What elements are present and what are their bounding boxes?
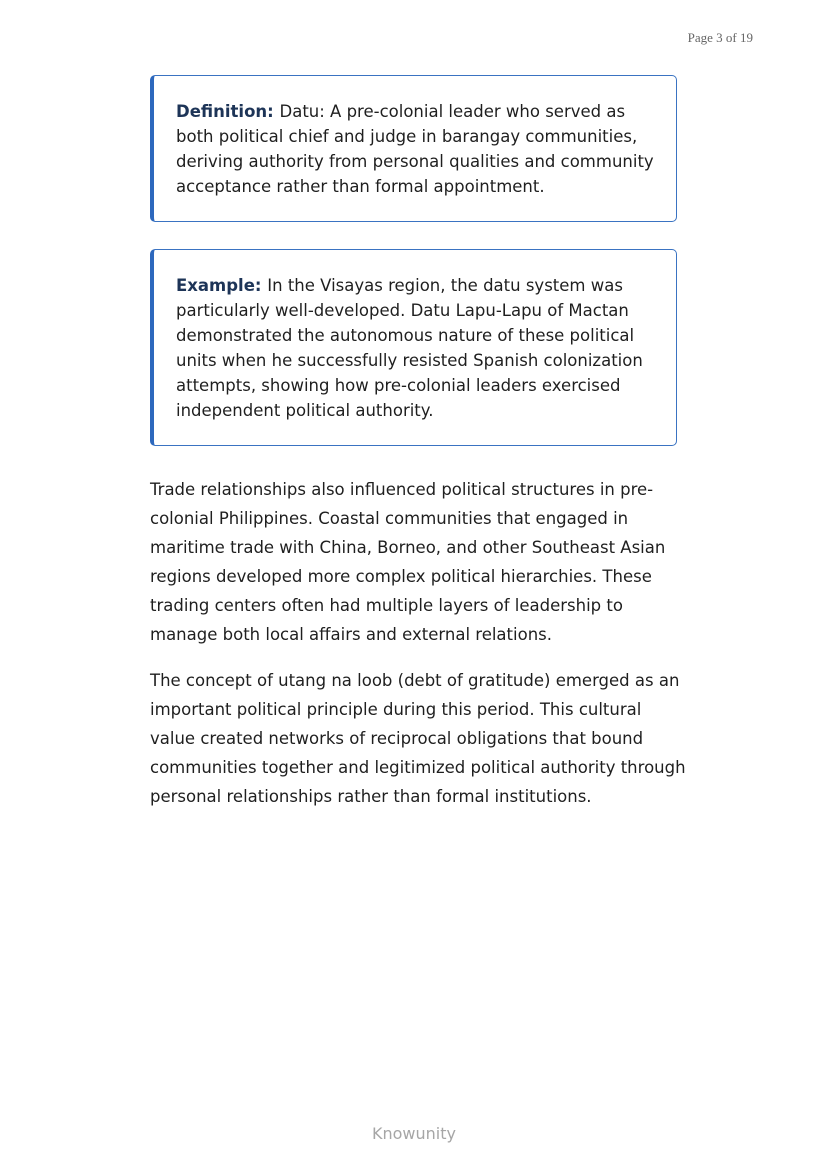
example-label: Example: — [176, 276, 268, 295]
definition-label: Definition: — [176, 102, 280, 121]
example-callout — [150, 249, 677, 446]
definition-callout — [150, 75, 677, 222]
definition-text: Datu: A pre-colonial leader who served as both political chief and judge in barangay communities, deriving authority from personal qualities and community acceptance rather than formal appointment. — [176, 102, 654, 196]
body-paragraph-trade: Trade relationships also influenced political structures in pre-colonial Philippines. Coastal communities that engaged in maritime trade with China, Borneo, and other Southeast Asian regions developed more complex political hierarchies. These trading centers often had multiple layers of leadership to manage both local affairs and external relations. — [150, 480, 666, 644]
footer-brand: Knowunity — [372, 1124, 456, 1143]
page-number: Page 3 of 19 — [687, 30, 753, 45]
body-paragraph-utang-na-loob: The concept of utang na loob (debt of gratitude) emerged as an important political principle during this period. This cultural value created networks of reciprocal obligations that bound communities together and legitimized political authority through personal relationships rather than formal institutions. — [150, 671, 686, 806]
example-text: In the Visayas region, the datu system was particularly well-developed. Datu Lapu-Lapu of Mactan demonstrated the autonomous nature of these political units when he successfully resisted Spanish colonization attempts, showing how pre-colonial leaders exercised independent political authority. — [176, 276, 643, 420]
